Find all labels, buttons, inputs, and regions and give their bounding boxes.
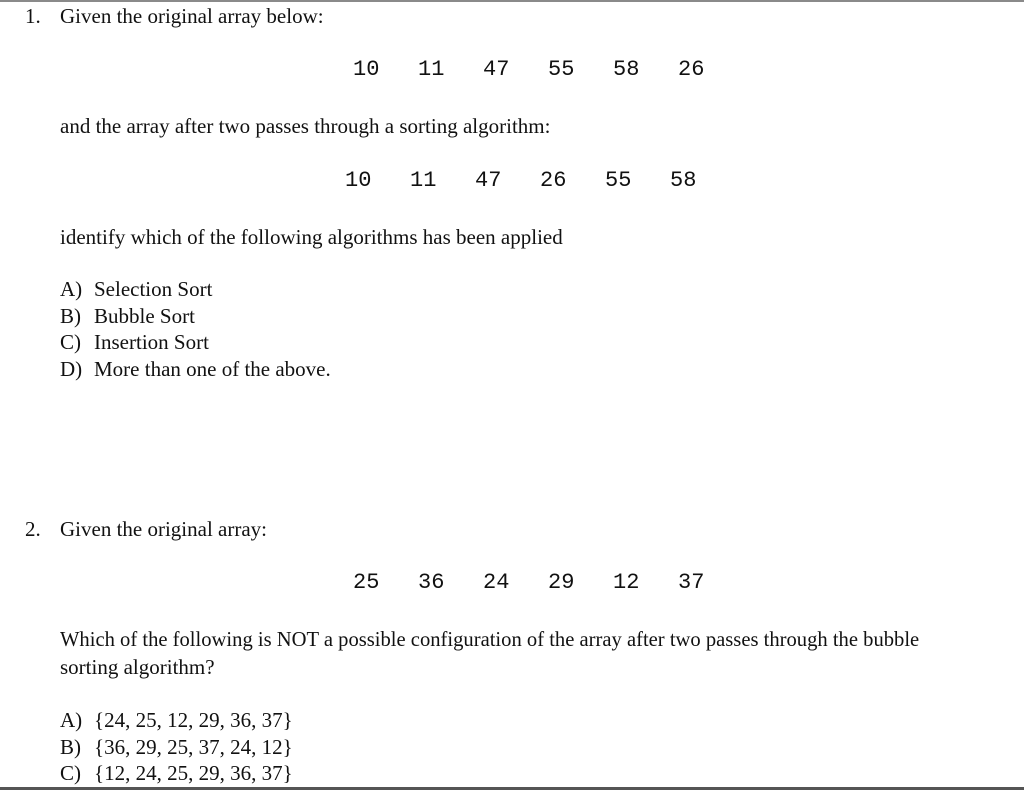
question-1-original-array xyxy=(353,57,743,83)
option-letter: B) xyxy=(60,303,81,328)
array-value: 47 xyxy=(475,168,502,193)
array-value: 55 xyxy=(548,57,575,82)
array-value: 37 xyxy=(678,570,705,595)
option-text: {12, 24, 25, 29, 36, 37} xyxy=(94,761,293,786)
option-text: {36, 29, 25, 37, 24, 12} xyxy=(94,734,293,759)
option-letter: B) xyxy=(60,734,81,759)
array-value: 24 xyxy=(483,570,510,595)
question-1-prompt: identify which of the following algorithms has been applied xyxy=(60,225,563,249)
question-1-after-array xyxy=(345,168,735,194)
array-value: 36 xyxy=(418,570,445,595)
option-letter: C) xyxy=(60,330,81,355)
option-a[interactable] xyxy=(60,707,293,734)
question-1-intro: Given the original array below: xyxy=(60,4,324,28)
array-value: 55 xyxy=(605,168,632,193)
option-letter: C) xyxy=(60,761,81,786)
question-2-prompt-line-1: Which of the following is NOT a possible configuration of the array after two passes through the bubble xyxy=(60,629,920,651)
question-2-options xyxy=(60,707,293,787)
option-text: Selection Sort xyxy=(94,277,213,301)
array-value: 58 xyxy=(670,168,697,193)
question-2-prompt-line-2: sorting algorithm? xyxy=(60,655,215,679)
option-letter: A) xyxy=(60,277,83,301)
array-value: 11 xyxy=(410,168,437,193)
question-2-original-array xyxy=(353,570,743,596)
option-d[interactable] xyxy=(60,356,331,383)
question-2-intro: Given the original array: xyxy=(60,517,268,541)
top-border xyxy=(0,0,1024,2)
option-text: Insertion Sort xyxy=(94,330,209,355)
option-letter: A) xyxy=(60,708,83,732)
array-value: 25 xyxy=(353,570,380,595)
array-value: 47 xyxy=(483,57,510,82)
option-c[interactable] xyxy=(60,329,331,356)
option-a[interactable] xyxy=(60,276,331,303)
question-2-number: 2. xyxy=(25,517,41,541)
option-c[interactable] xyxy=(60,760,293,787)
option-letter: D) xyxy=(60,357,83,382)
option-text: More than one of the above. xyxy=(94,357,331,382)
question-1-number: 1. xyxy=(25,4,41,28)
question-1-options xyxy=(60,276,331,383)
array-value: 26 xyxy=(540,168,567,193)
option-text: Bubble Sort xyxy=(94,303,195,328)
array-value: 12 xyxy=(613,570,640,595)
option-b[interactable] xyxy=(60,303,331,330)
array-value: 26 xyxy=(678,57,705,82)
array-value: 10 xyxy=(345,168,372,193)
array-value: 58 xyxy=(613,57,640,82)
array-value: 29 xyxy=(548,570,575,595)
array-value: 10 xyxy=(353,57,380,82)
option-text: {24, 25, 12, 29, 36, 37} xyxy=(94,708,293,732)
question-1-middle-text: and the array after two passes through a sorting algorithm: xyxy=(60,114,551,138)
option-b[interactable] xyxy=(60,734,293,761)
array-value: 11 xyxy=(418,57,445,82)
